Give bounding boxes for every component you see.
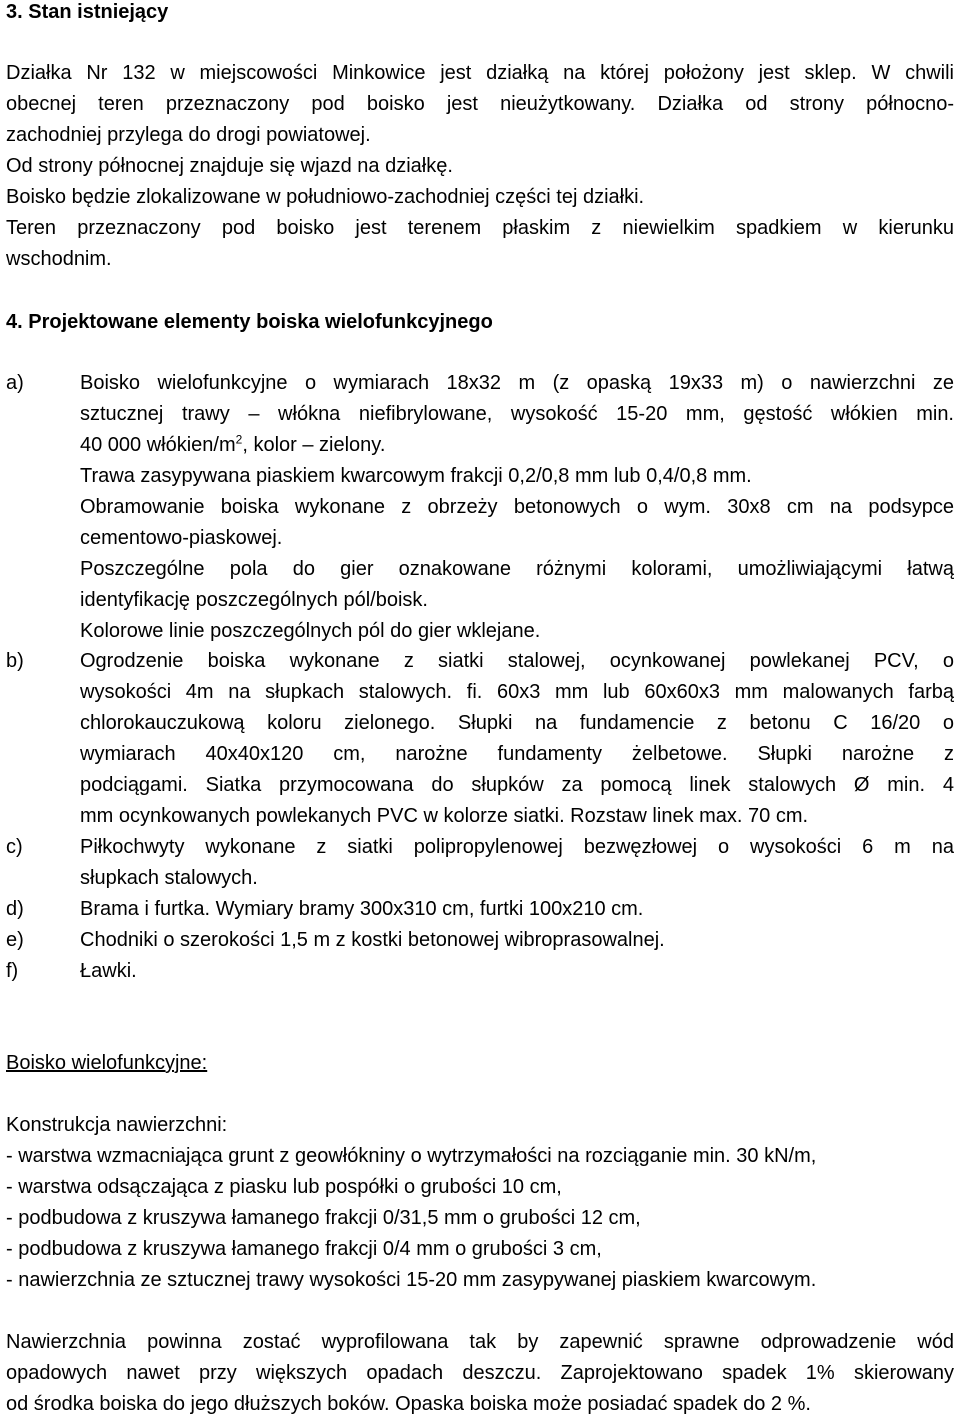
layer-line: - podbudowa z kruszywa łamanego frakcji 0/4 mm o grubości 3 cm,: [6, 1238, 602, 1260]
layer-line: - warstwa odsączająca z piasku lub pospółki o grubości 10 cm,: [6, 1176, 562, 1198]
list-item-line: Brama i furtka. Wymiary bramy 300x310 cm, furtki 100x210 cm.: [80, 898, 644, 920]
list-marker-b: b): [6, 650, 24, 672]
list-item-line: Ogrodzenie boiska wykonane z siatki stalowej, ocynkowanej powlekanej PCV, o: [80, 650, 954, 672]
list-item-line: Chodniki o szerokości 1,5 m z kostki betonowej wibroprasowalnej.: [80, 929, 665, 951]
layer-line: - warstwa wzmacniająca grunt z geowłókniny o wytrzymałości na rozciąganie min. 30 kN/m,: [6, 1145, 817, 1167]
list-marker-d: d): [6, 898, 24, 920]
layer-line: - podbudowa z kruszywa łamanego frakcji 0/31,5 mm o grubości 12 cm,: [6, 1207, 641, 1229]
list-item-line: cementowo-piaskowej.: [80, 527, 283, 549]
list-item-line: mm ocynkowanych powlekanych PVC w kolorze siatki. Rozstaw linek max. 70 cm.: [80, 805, 809, 827]
closing-line: Nawierzchnia powinna zostać wyprofilowana tak by zapewnić sprawne odprowadzenie wód: [6, 1331, 954, 1353]
list-item-line: Boisko wielofunkcyjne o wymiarach 18x32 m (z opaską 19x33 m) o nawierzchni ze: [80, 372, 954, 394]
list-item-line: podciągami. Siatka przymocowana do słupków za pomocą linek stalowych Ø min. 4: [80, 774, 954, 796]
color-text: , kolor – zielony.: [242, 434, 386, 456]
list-marker-a: a): [6, 372, 24, 394]
list-item-line: sztucznej trawy – włókna niefibrylowane, wysokość 15-20 mm, gęstość włókien min.: [80, 403, 954, 425]
list-marker-c: c): [6, 836, 23, 858]
list-marker-e: e): [6, 929, 24, 951]
closing-line: opadowych nawet przy większych opadach deszczu. Zaprojektowano spadek 1% skierowany: [6, 1362, 954, 1384]
layer-line: - nawierzchnia ze sztucznej trawy wysokości 15-20 mm zasypywanej piaskiem kwarcowym.: [6, 1269, 817, 1291]
boisko-heading: [6, 1048, 954, 1078]
section-3-line: zachodniej przylega do drogi powiatowej.: [6, 124, 371, 146]
section-3-line: obecnej teren przeznaczony pod boisko jest nieużytkowany. Działka od strony północno-: [6, 93, 954, 115]
list-item-line: Piłkochwyty wykonane z siatki polipropylenowej bezwęzłowej o wysokości 6 m na: [80, 836, 954, 858]
section-3-heading: 3. Stan istniejący: [6, 1, 169, 23]
list-item-line: Ławki.: [80, 960, 137, 982]
boisko-heading-text: Boisko wielofunkcyjne:: [6, 1052, 208, 1074]
section-3-line: Działka Nr 132 w miejscowości Minkowice jest działką na której położony jest sklep. W chwili: [6, 62, 954, 84]
closing-line: od środka boiska do jego dłuższych boków. Opaska boiska może posiadać spadek do 2 %.: [6, 1393, 811, 1415]
list-marker-f: f): [6, 960, 19, 982]
list-item-line: wysokości 4m na słupkach stalowych. fi. 60x3 mm lub 60x60x3 mm malowanych farbą: [80, 681, 954, 703]
list-item-line: [80, 430, 954, 460]
section-3-line: Teren przeznaczony pod boisko jest terenem płaskim z niewielkim spadkiem w kierunku: [6, 217, 954, 239]
list-item-line: Poszczególne pola do gier oznakowane różnymi kolorami, umożliwiającymi łatwą: [80, 558, 954, 580]
section-3-line: wschodnim.: [6, 248, 112, 270]
list-item-line: identyfikację poszczególnych pól/boisk.: [80, 589, 428, 611]
list-item-line: wymiarach 40x40x120 cm, narożne fundamenty żelbetowe. Słupki narożne z: [80, 743, 954, 765]
construction-label: Konstrukcja nawierzchni:: [6, 1114, 228, 1136]
list-item-line: Obramowanie boiska wykonane z obrzeży betonowych o wym. 30x8 cm na podsypce: [80, 496, 954, 518]
superscript-2: 2: [235, 432, 243, 447]
section-4-heading: 4. Projektowane elementy boiska wielofunkcyjnego: [6, 311, 493, 333]
density-text: 40 000 włókien/m: [80, 434, 236, 456]
list-item-line: słupkach stalowych.: [80, 867, 258, 889]
section-3-line: Od strony północnej znajduje się wjazd na działkę.: [6, 155, 453, 177]
list-item-line: Kolorowe linie poszczególnych pól do gier wklejane.: [80, 620, 541, 642]
section-3-line: Boisko będzie zlokalizowane w południowo-zachodniej części tej działki.: [6, 186, 645, 208]
list-item-line: chlorokauczukową koloru zielonego. Słupki na fundamencie z betonu C 16/20 o: [80, 712, 954, 734]
list-item-line: Trawa zasypywana piaskiem kwarcowym frakcji 0,2/0,8 mm lub 0,4/0,8 mm.: [80, 465, 752, 487]
